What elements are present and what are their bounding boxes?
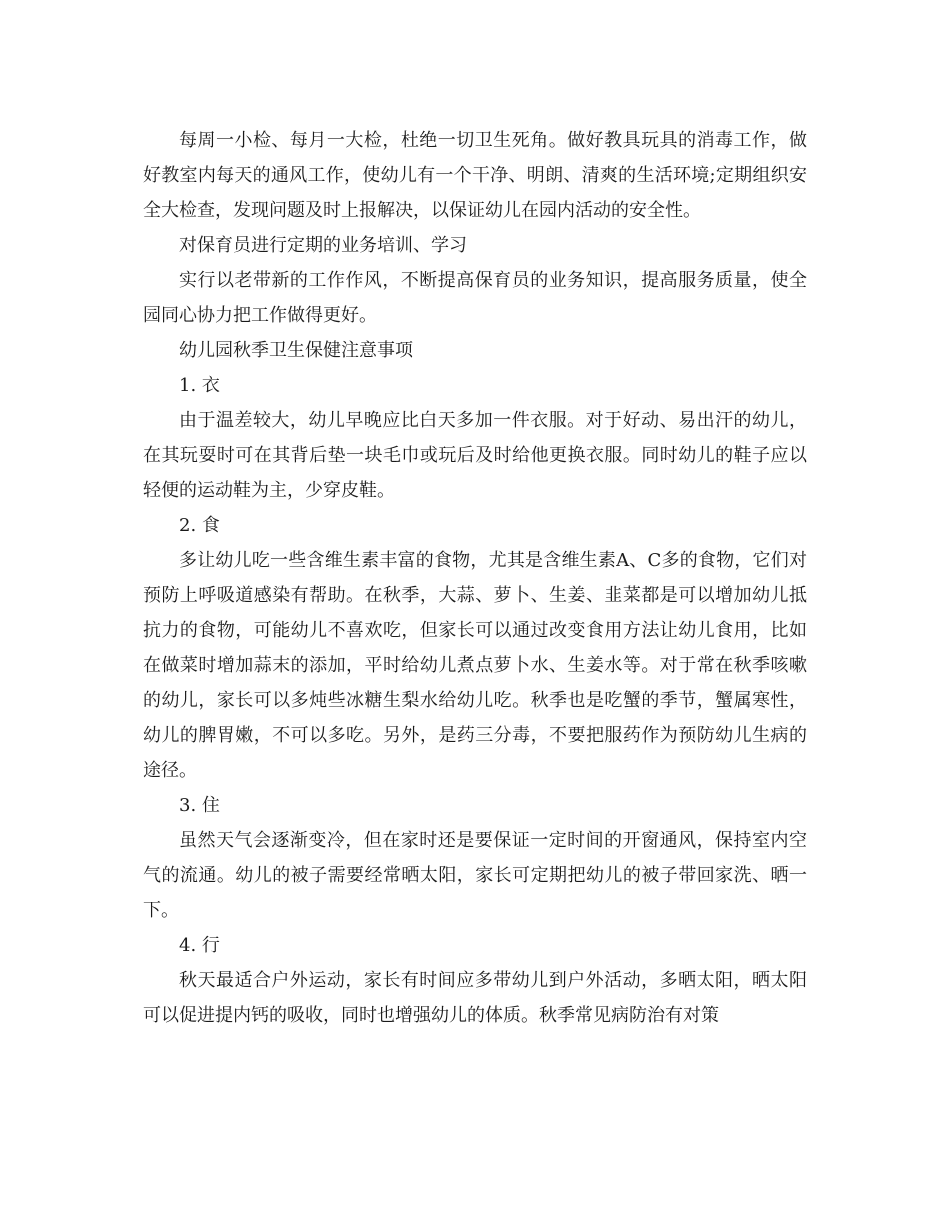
paragraph-staff-training-heading: 对保育员进行定期的业务培训、学习 — [179, 235, 467, 256]
paragraph-staff-training: 实行以老带新的工作作风，不断提高保育员的业务知识，提高服务质量，使全园同心协力把工作做得更好。 — [143, 270, 807, 326]
section-heading-autumn-health: 幼儿园秋季卫生保健注意事项 — [179, 340, 413, 361]
item-heading-clothing: 1. 衣 — [179, 375, 220, 396]
item-heading-food: 2. 食 — [179, 515, 220, 536]
item-heading-housing: 3. 住 — [179, 795, 220, 816]
paragraph-travel: 秋天最适合户外运动，家长有时间应多带幼儿到户外活动，多晒太阳，晒太阳可以促进提内钙的吸收，同时也增强幼儿的体质。秋季常见病防治有对策 — [143, 970, 807, 1026]
item-heading-travel: 4. 行 — [179, 935, 220, 956]
paragraph-clothing: 由于温差较大，幼儿早晚应比白天多加一件衣服。对于好动、易出汗的幼儿，在其玩耍时可在其背后垫一块毛巾或玩后及时给他更换衣服。同时幼儿的鞋子应以轻便的运动鞋为主，少穿皮鞋。 — [143, 410, 807, 501]
document-page — [143, 123, 807, 1033]
paragraph-housing: 虽然天气会逐渐变冷，但在家时还是要保证一定时间的开窗通风，保持室内空气的流通。幼儿的被子需要经常晒太阳，家长可定期把幼儿的被子带回家洗、晒一下。 — [143, 830, 807, 921]
paragraph-hygiene-checks: 每周一小检、每月一大检，杜绝一切卫生死角。做好教具玩具的消毒工作，做好教室内每天的通风工作，使幼儿有一个干净、明朗、清爽的生活环境;定期组织安全大检查，发现问题及时上报解决，以保证幼儿在园内活动的安全性。 — [143, 130, 807, 221]
paragraph-food: 多让幼儿吃一些含维生素丰富的食物，尤其是含维生素A、C多的食物，它们对预防上呼吸道感染有帮助。在秋季，大蒜、萝卜、生姜、韭菜都是可以增加幼儿抵抗力的食物，可能幼儿不喜欢吃，但家长可以通过改变食用方法让幼儿食用，比如在做菜时增加蒜末的添加，平时给幼儿煮点萝卜水、生姜水等。对于常在秋季咳嗽的幼儿，家长可以多炖些冰糖生梨水给幼儿吃。秋季也是吃蟹的季节，蟹属寒性，幼儿的脾胃嫩，不可以多吃。另外，是药三分毒，不要把服药作为预防幼儿生病的途径。 — [143, 550, 807, 781]
